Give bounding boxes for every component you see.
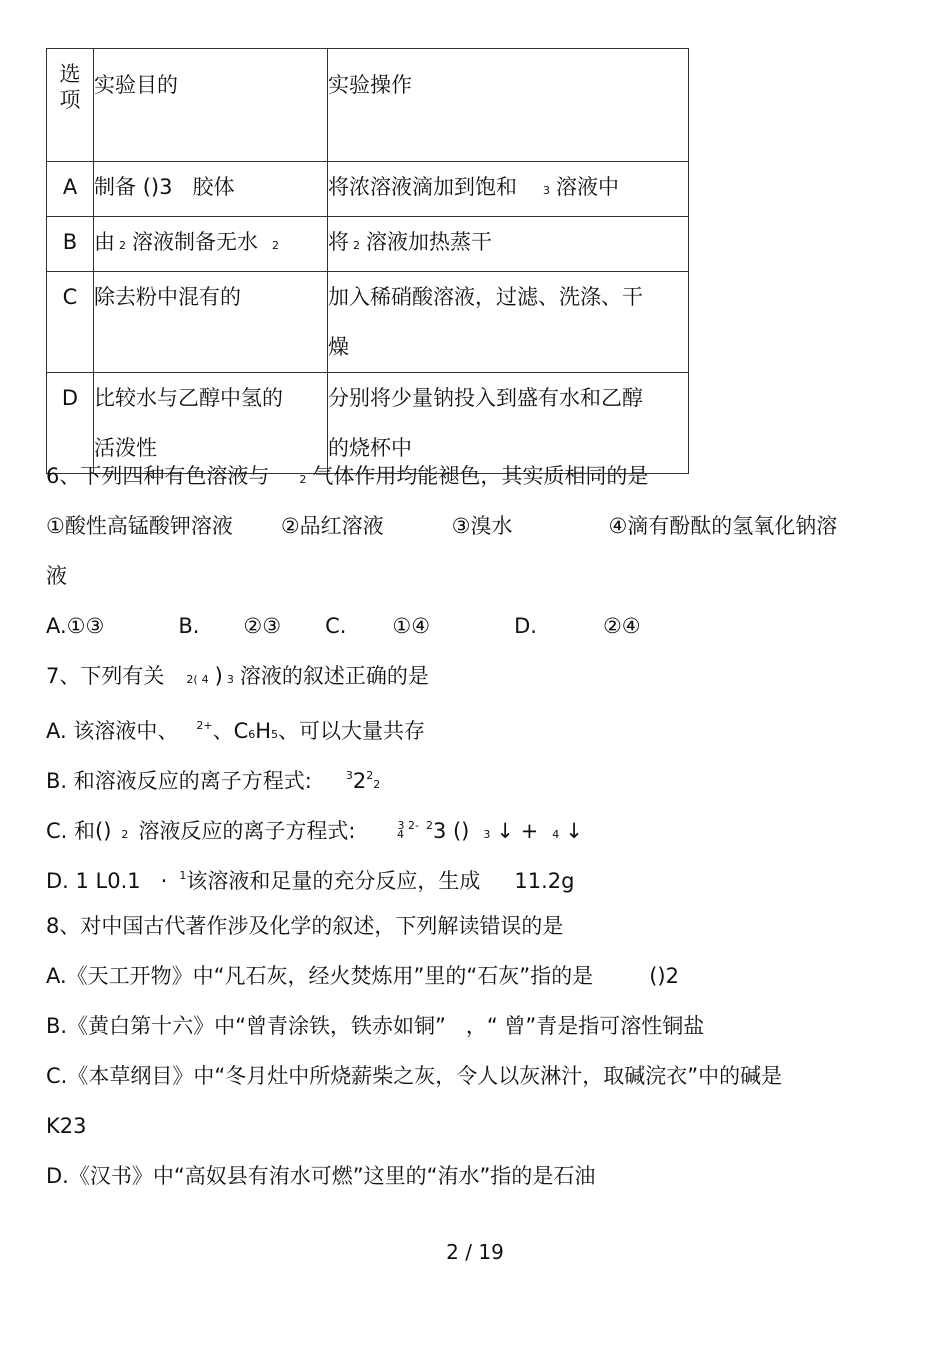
q6-item: ②品红溶液 [280, 514, 384, 538]
row-letter: C [47, 272, 94, 373]
q8-option-a: A.《天工开物》中“凡石灰，经火焚炼用”里的“石灰”指的是 ()2 [46, 964, 679, 988]
row-purpose: 制备 ()3 胶体 [94, 162, 328, 217]
q7-stem: 7、下列有关 2( 4 ) 3 溶液的叙述正确的是 [46, 664, 429, 688]
row-purpose: 由 2 溶液制备无水 2 [94, 217, 328, 272]
table-header-row [47, 49, 689, 162]
row-operation: 分别将少量钠投入到盛有水和乙醇 的烧杯中 [328, 373, 689, 474]
q8-option-c: C.《本草纲目》中“冬月灶中所烧薪柴之灰，令人以灰淋汁，取碱浣衣”中的碱是 [46, 1064, 783, 1088]
header-option-char-1: 选 [59, 62, 81, 86]
row-letter: B [47, 217, 94, 272]
page-number: 2 / 19 [446, 1240, 504, 1264]
row-operation: 将浓溶液滴加到饱和 3 溶液中 [328, 162, 689, 217]
q8-stem: 8、对中国古代著作涉及化学的叙述，下列解读错误的是 [46, 914, 564, 938]
q6-items [46, 512, 837, 540]
row-letter: A [47, 162, 94, 217]
table-row [47, 373, 689, 474]
q8-option-b: B.《黄白第十六》中“曾青涂铁，铁赤如铜” ，“ 曾”青是指可溶性铜盐 [46, 1014, 705, 1038]
row-purpose: 比较水与乙醇中氢的 活泼性 [94, 373, 328, 474]
row-operation: 将 2 溶液加热蒸干 [328, 217, 689, 272]
header-operation: 实验操作 [328, 49, 689, 162]
options-table [46, 48, 689, 474]
q6-item: ③溴水 [451, 514, 513, 538]
q7-option-c: C. 和() 2 溶液反应的离子方程式: $^{3 2-}4^23$ () 3 ↓ + 4 ↓ [46, 819, 583, 843]
q8-option-d: D.《汉书》中“高奴县有洧水可燃”这里的“洧水”指的是石油 [46, 1164, 596, 1188]
q8-option-c-wrap: K23 [46, 1114, 87, 1138]
header-option-char-2: 项 [59, 88, 81, 112]
table-row [47, 217, 689, 272]
q6-wrap: 液 [46, 564, 67, 588]
table-row [47, 272, 689, 373]
header-option [47, 49, 94, 162]
q6-item: ④滴有酚酞的氢氧化钠溶 [608, 514, 838, 538]
row-letter: D [47, 373, 94, 474]
q7-option-a: A. 该溶液中、 $^{2+}$、C6H5、可以大量共存 [46, 719, 426, 743]
q7-option-b: B. 和溶液反应的离子方程式: $^32^22$ [46, 769, 381, 793]
header-purpose: 实验目的 [94, 49, 328, 162]
table-row [47, 162, 689, 217]
row-purpose: 除去粉中混有的 [94, 272, 328, 373]
q6-item: ①酸性高锰酸钾溶液 [46, 514, 233, 538]
q6-choices: A.①③ B. ②③ C. ①④ D. ②④ [46, 614, 641, 638]
q6-stem: 6、下列四种有色溶液与 2 气体作用均能褪色，其实质相同的是 [46, 464, 649, 488]
row-operation: 加入稀硝酸溶液，过滤、洗涤、干 燥 [328, 272, 689, 373]
q7-option-d: D. 1 L0.1 · $^1$该溶液和足量的充分反应，生成 11.2g [46, 869, 575, 893]
